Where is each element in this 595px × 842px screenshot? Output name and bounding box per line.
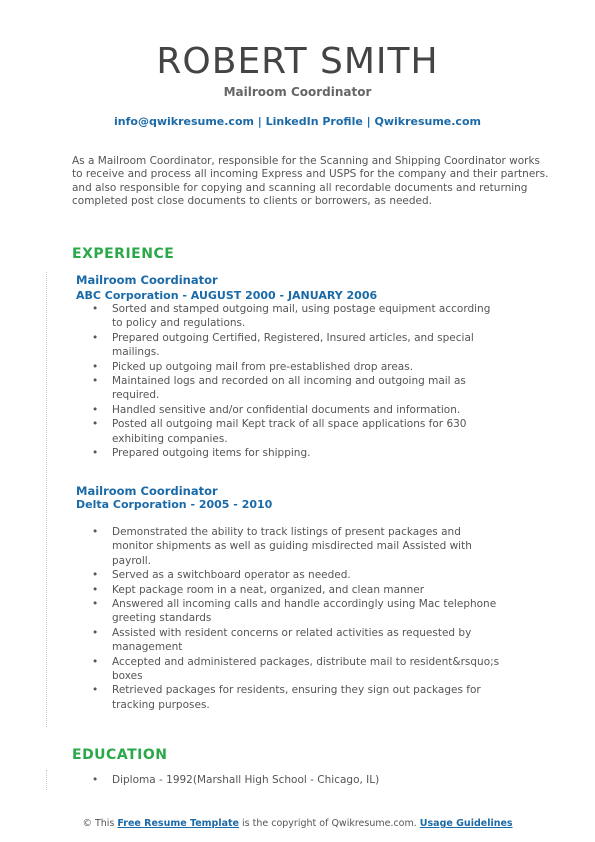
list-item: • Posted all outgoing mail Kept track of all space applications for 630 exhibiting companies. [92,417,502,446]
list-item: • Diploma - 1992(Marshall High School - Chicago, IL) [92,773,502,787]
list-item: • Demonstrated the ability to track listings of present packages and monitor shipments as well as guiding misdirected mail Assisted with payroll. [92,525,502,568]
list-item: • Picked up outgoing mail from pre-established drop areas. [92,360,502,374]
job-1-company: ABC Corporation - AUGUST 2000 - JANUARY 2006 [76,289,378,302]
list-item: • Handled sensitive and/or confidential documents and information. [92,403,502,417]
list-item: • Assisted with resident concerns or related activities as requested by management [92,626,502,655]
job-2-company: Delta Corporation - 2005 - 2010 [76,498,273,511]
job-2-title: Mailroom Coordinator [76,484,218,498]
footer-prefix: © This [82,818,118,829]
list-item: • Maintained logs and recorded on all incoming and outgoing mail as required. [92,374,502,403]
experience-timeline-line [46,272,47,727]
list-item: • Served as a switchboard operator as needed. [92,568,502,582]
education-timeline-line [46,770,47,790]
footer-middle: is the copyright of Qwikresume.com. [239,818,420,829]
job-headline: Mailroom Coordinator [223,85,372,99]
list-item: • Answered all incoming calls and handle accordingly using Mac telephone greeting standards [92,597,502,626]
candidate-name: ROBERT SMITH [156,41,439,82]
list-item: • Prepared outgoing items for shipping. [92,446,502,460]
list-item: • Kept package room in a neat, organized, and clean manner [92,583,502,597]
footer [0,818,595,829]
summary-paragraph: As a Mailroom Coordinator, responsible for the Scanning and Shipping Coordinator works to receive and process all incoming Express and USPS for the company and their partners. and also responsible for copying and scanning all recordable documents and returning completed post close documents to clients or borrowers, as needed. [72,155,549,207]
job-2-bullets [92,525,502,712]
list-item: • Prepared outgoing Certified, Registered, Insured articles, and special mailings. [92,331,502,360]
job-1-bullets [92,302,502,460]
list-item: • Sorted and stamped outgoing mail, using postage equipment according to policy and regulations. [92,302,502,331]
education-list [92,773,502,787]
list-item: • Accepted and administered packages, distribute mail to resident&rsquo;s boxes [92,655,502,684]
list-item: • Retrieved packages for residents, ensuring they sign out packages for tracking purposes. [92,683,502,712]
education-heading: EDUCATION [72,747,168,763]
usage-guidelines-link[interactable]: Usage Guidelines [419,818,513,829]
experience-heading: EXPERIENCE [72,246,175,262]
free-resume-template-link[interactable]: Free Resume Template [117,818,239,829]
job-1-title: Mailroom Coordinator [76,273,218,287]
contact-line[interactable]: info@qwikresume.com | LinkedIn Profile | Qwikresume.com [114,115,481,128]
